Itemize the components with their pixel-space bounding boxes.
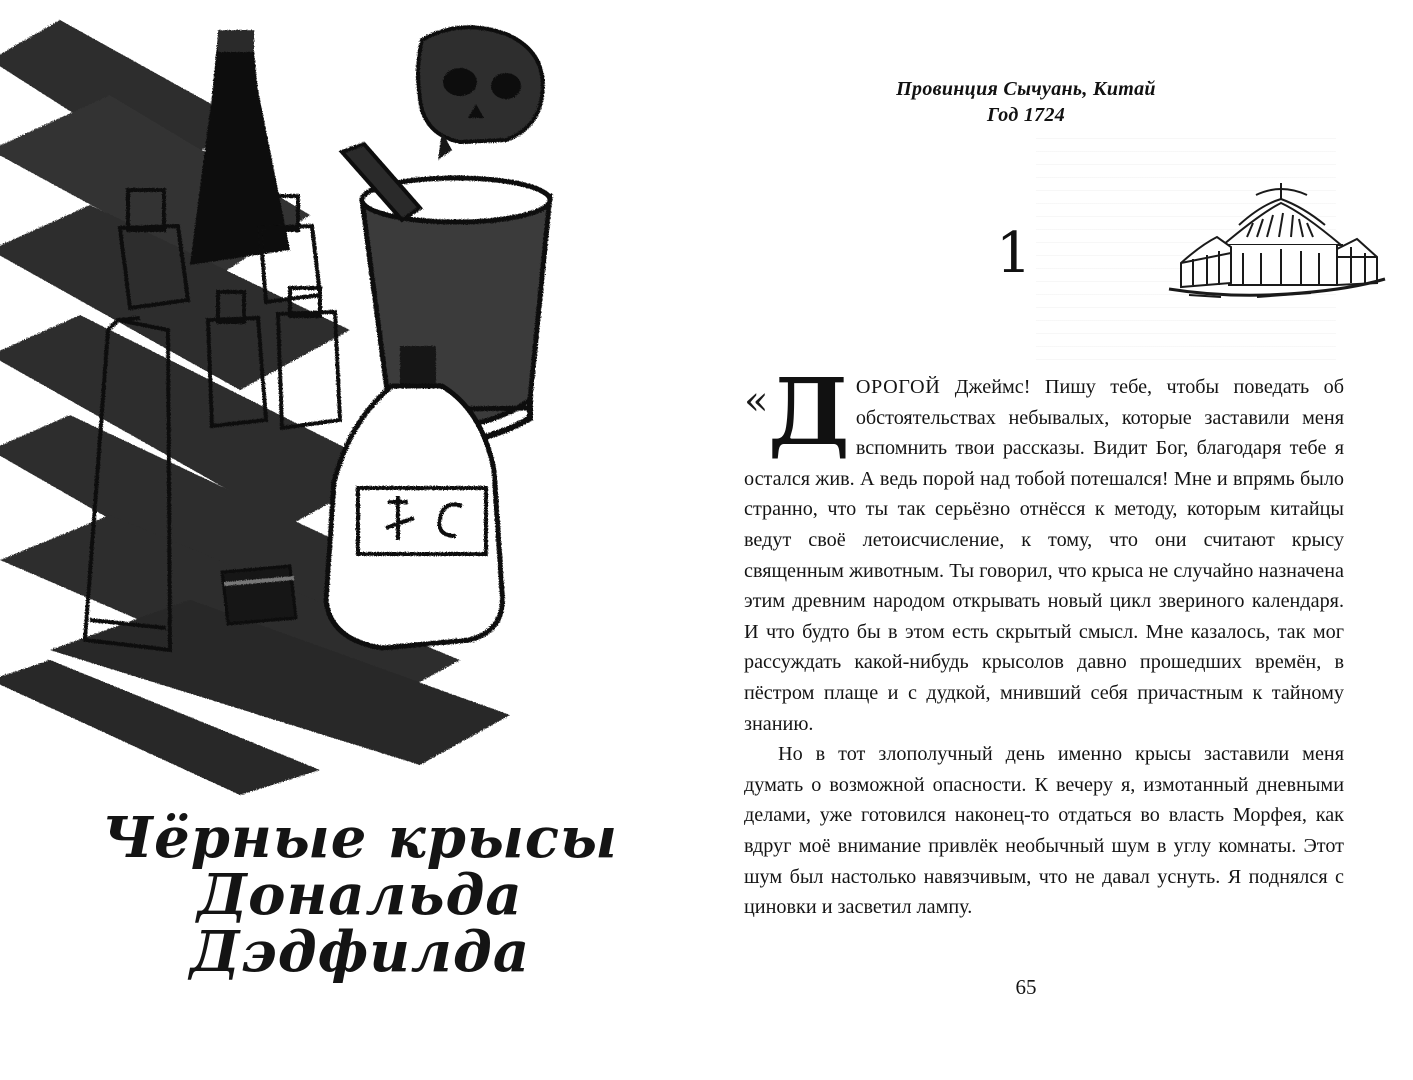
opening-word-rest: ОРОГОЙ xyxy=(855,376,941,398)
open-quote-mark: « xyxy=(744,378,769,424)
chapter-heading xyxy=(706,78,1346,127)
heading-year: Год 1724 xyxy=(986,104,1066,126)
left-page xyxy=(0,0,706,1080)
illustration-title-line-2: Дональда Дэдфилда xyxy=(189,862,531,986)
paragraph-1-text: Пишу тебе, чтобы поведать об обстоятельствах небывалых, которые заставили меня вспомнить твои рассказы. Видит Бог, благодаря тебе я остался жив. А ведь порой над тобой потешался! Мне и впрямь было странно, что ты так серьёзно отнёсся к методу, которым китайцы ведут своё летоисчисление, к тому, что они считают крысу священным животным. Ты говорил, что крыса не случайно назначена этим древним народом открывать новый цикл звериного календаря. И что будто бы в этом есть скрытый смысл. Мне казалось, так мог рассуждать какой-нибудь крысолов давно прошедших времён, в пёстром плаще и с дудкой, мнивший себя причастным к тайному знанию. xyxy=(744,376,1345,735)
pagoda-vignette-icon xyxy=(1161,175,1391,310)
paragraph-2: Но в тот злополучный день именно крысы заставили меня думать о возможной опасности. К вечеру я, измотанный дневными делами, уже готовился наконец-то отдаться во власть Морфея, как вдруг моё внимание привлёк необычный шум в углу комнаты. Этот шум был настолько навязчивым, что не давал уснуть. Я поднялся с циновки и засветил лампу. xyxy=(744,743,1344,919)
opening-paragraph xyxy=(744,358,1345,739)
heading-location: Провинция Сычуань, Китай xyxy=(896,78,1156,100)
illustration-title xyxy=(40,805,680,986)
drop-cap: Д xyxy=(768,358,850,466)
opening-addressee: Джеймс! xyxy=(954,376,1031,398)
right-page xyxy=(706,0,1413,1080)
illustration-title-line-1: Чёрные крысы xyxy=(102,805,618,871)
still-life-illustration xyxy=(0,0,690,800)
chapter-body xyxy=(744,358,1345,923)
chapter-number: 1 xyxy=(996,221,1032,286)
page-number: 65 xyxy=(1015,975,1037,999)
